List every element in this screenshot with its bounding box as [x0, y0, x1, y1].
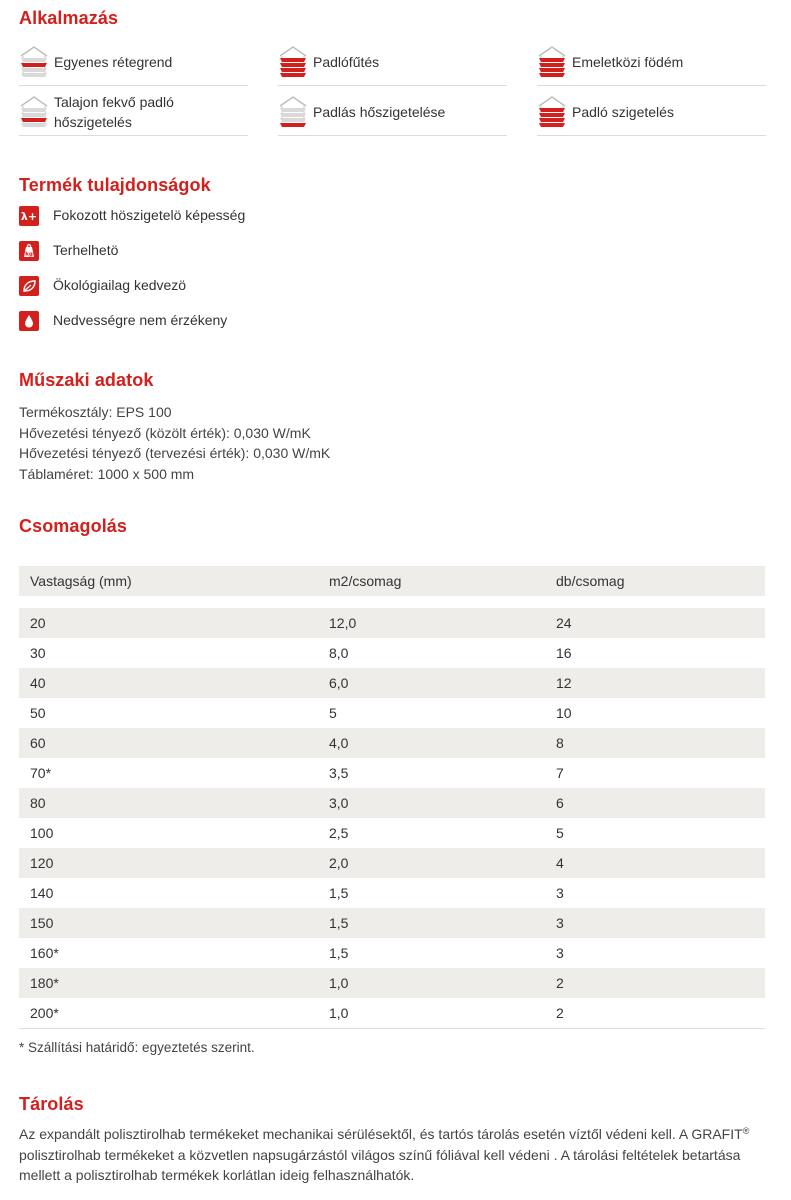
storage-heading: Tárolás — [19, 1094, 84, 1114]
table-cell: 1,0 — [329, 975, 349, 991]
table-row — [19, 698, 765, 728]
technical-line: Termékosztály: EPS 100 — [19, 404, 172, 420]
properties-heading: Termék tulajdonságok — [19, 175, 211, 195]
table-cell: 2 — [556, 1005, 564, 1021]
property-label: Fokozott höszigetelö képesség — [53, 207, 246, 223]
application-label: Emeletközi födém — [572, 53, 684, 70]
packaging-heading: Csomagolás — [19, 516, 128, 536]
table-cell: 1,5 — [329, 945, 349, 961]
table-row — [19, 758, 765, 788]
registered-mark: ® — [742, 1126, 750, 1136]
table-cell: 1,5 — [329, 885, 349, 901]
table-cell: 150 — [30, 915, 54, 931]
house-floor-insulation-icon — [537, 94, 567, 130]
application-item — [19, 88, 248, 136]
table-cell: 140 — [30, 885, 54, 901]
table-cell: 3 — [556, 945, 564, 961]
table-row — [19, 998, 765, 1028]
storage-text-part: Az expandált polisztirolhab termékeket mechanikai sérülésektől, és tartós tárolás esetén víztől védeni kell. A GRAFIT — [19, 1126, 743, 1142]
leaf-icon — [19, 276, 39, 296]
table-row — [19, 908, 765, 938]
application-item — [537, 38, 766, 86]
table-cell: 3,5 — [329, 765, 349, 781]
table-cell: 3 — [556, 885, 564, 901]
application-label: Padlófűtés — [313, 53, 380, 70]
property-label: Nedvességre nem érzékeny — [53, 312, 228, 328]
table-row — [19, 938, 765, 968]
table-cell: 16 — [556, 645, 572, 661]
house-attic-icon — [278, 94, 308, 130]
table-cell: 1,0 — [329, 1005, 349, 1021]
house-intermediate-floor-icon — [537, 44, 567, 80]
table-cell: 70* — [30, 765, 52, 781]
table-cell: 80 — [30, 795, 46, 811]
table-row — [19, 608, 765, 638]
table-cell: 4 — [556, 855, 564, 871]
application-item — [537, 88, 766, 136]
table-row — [19, 728, 765, 758]
house-floor-heating-icon — [278, 44, 308, 80]
lambda-plus-icon: λ+ — [19, 206, 39, 226]
svg-text:kg: kg — [25, 251, 33, 258]
table-row — [19, 848, 765, 878]
table-cell: 2,0 — [329, 855, 349, 871]
table-cell: 100 — [30, 825, 54, 841]
table-footnote: * Szállítási határidő: egyeztetés szerint. — [19, 1040, 255, 1055]
table-cell: 3,0 — [329, 795, 349, 811]
table-cell: 200* — [30, 1005, 59, 1021]
property-label: Ökológiailag kedvezö — [53, 277, 187, 293]
table-cell: 4,0 — [329, 735, 349, 751]
technical-line: Hővezetési tényező (tervezési érték): 0,030 W/mK — [19, 445, 331, 461]
technical-line: Táblaméret: 1000 x 500 mm — [19, 465, 195, 482]
table-cell: 7 — [556, 765, 564, 781]
technical-heading: Műszaki adatok — [19, 370, 154, 390]
table-cell: 50 — [30, 705, 46, 721]
table-cell: 2 — [556, 975, 564, 991]
table-cell: 30 — [30, 645, 46, 661]
table-cell: 24 — [556, 615, 572, 631]
table-row — [19, 878, 765, 908]
house-ground-floor-icon — [19, 94, 49, 130]
table-row — [19, 818, 765, 848]
technical-data — [19, 402, 330, 484]
storage-text-part: polisztirolhab termékeket a közvetlen napsugárzástól világos színű fóliával kell védeni . A tárolási feltételek betartása mellett a polisztirolhab termékek korlátlan ideig felhasználhatók. — [19, 1146, 741, 1183]
table-cell: 160* — [30, 945, 59, 961]
application-item — [278, 88, 507, 136]
table-cell: 180* — [30, 975, 59, 991]
water-drop-icon — [19, 311, 39, 331]
table-cell: 8 — [556, 735, 564, 751]
table-cell: 6 — [556, 795, 564, 811]
table-cell: 12 — [556, 675, 572, 691]
packaging-table — [19, 566, 765, 1029]
table-cell: 40 — [30, 675, 46, 691]
application-label: Talajon fekvő padló hőszigetelés — [54, 93, 174, 130]
table-cell: 12,0 — [329, 615, 357, 631]
table-cell: 1,5 — [329, 915, 349, 931]
application-label: Egyenes rétegrend — [54, 53, 173, 70]
application-label: Padlás hőszigetelése — [313, 103, 446, 120]
weight-kg-icon — [19, 241, 39, 261]
table-cell: 3 — [556, 915, 564, 931]
column-header: db/csomag — [556, 573, 625, 589]
storage-text — [19, 1124, 769, 1186]
table-cell: 6,0 — [329, 675, 349, 691]
table-cell: 5 — [556, 825, 564, 841]
table-row — [19, 968, 765, 998]
table-header — [19, 566, 765, 596]
table-cell: 120 — [30, 855, 54, 871]
table-cell: 2,5 — [329, 825, 349, 841]
table-row — [19, 638, 765, 668]
application-item — [19, 38, 248, 86]
table-cell: 5 — [329, 705, 337, 721]
table-row — [19, 788, 765, 818]
table-cell: 20 — [30, 615, 46, 631]
table-cell: 8,0 — [329, 645, 349, 661]
technical-line: Hővezetési tényező (közölt érték): 0,030 W/mK — [19, 424, 311, 441]
application-label: Padló szigetelés — [572, 103, 674, 120]
column-header: m2/csomag — [329, 573, 402, 589]
table-row — [19, 668, 765, 698]
application-heading: Alkalmazás — [19, 8, 119, 28]
house-layers-icon — [19, 44, 49, 80]
column-header: Vastagság (mm) — [30, 573, 132, 589]
table-cell: 60 — [30, 735, 46, 751]
application-item — [278, 38, 507, 86]
property-label: Terhelhetö — [53, 242, 119, 258]
table-body — [19, 608, 765, 1029]
table-cell: 10 — [556, 705, 572, 721]
